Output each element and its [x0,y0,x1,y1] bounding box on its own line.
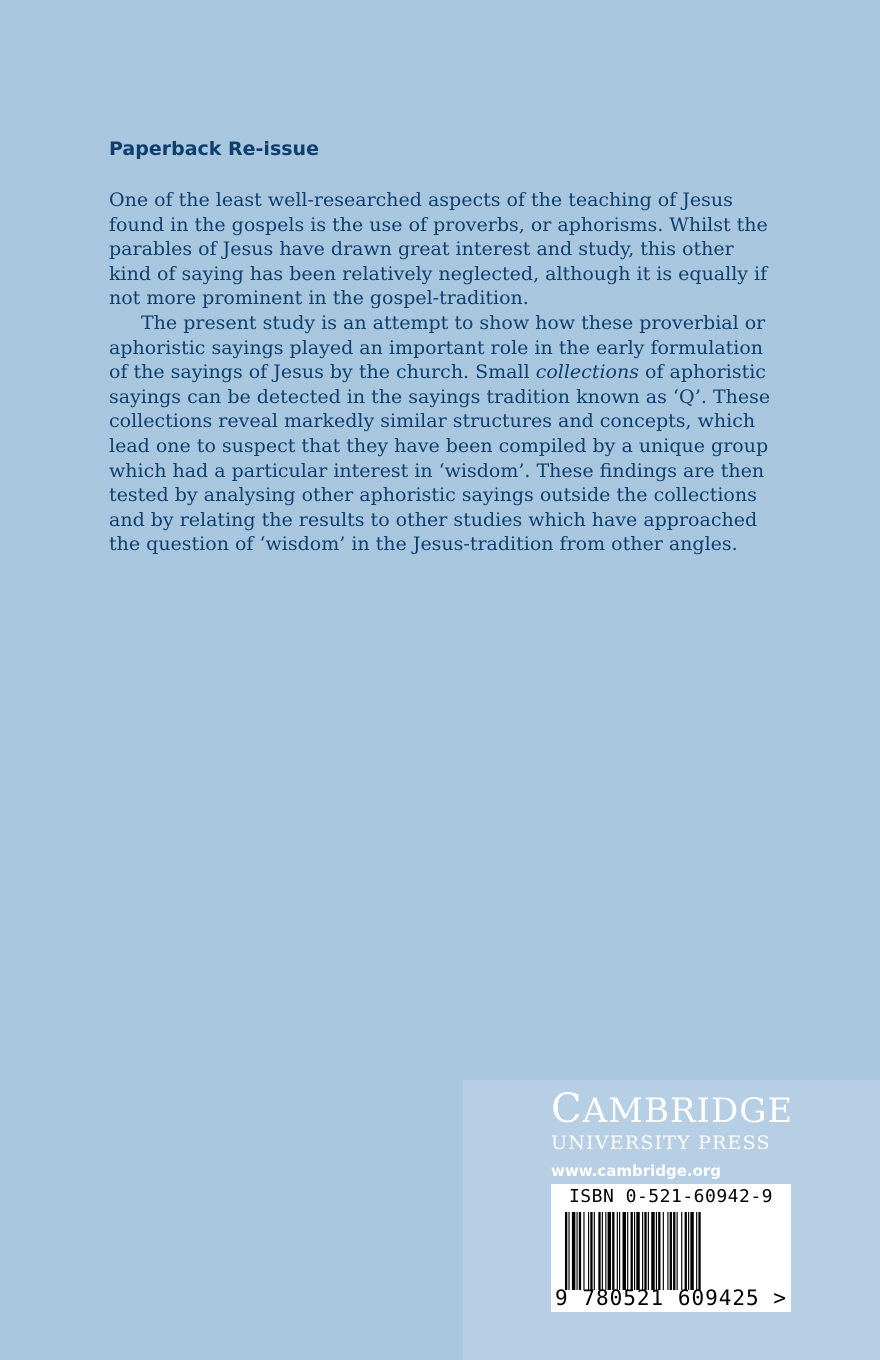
barcode-bar [619,1212,620,1290]
barcode-bar [590,1212,592,1290]
barcode-bar [623,1212,626,1290]
barcode-bar [681,1212,682,1290]
barcode-bar [627,1212,628,1290]
ean-number: 9 780521 609425 > [555,1286,787,1310]
barcode-bar [644,1212,646,1290]
barcode-bar [688,1212,689,1290]
publisher-name-rest: AMBRIDGE [582,1091,794,1131]
paragraph-2-start: The present study is an attempt to show how these proverbial or aphoristic sayings played an important role in the early formulation of the sayings of Jesus by the church. Small [109,311,766,384]
blurb [109,188,781,557]
barcode-bar [631,1212,633,1290]
publisher-subtitle: UNIVERSITY PRESS [551,1132,771,1154]
barcode-bar [642,1212,643,1290]
edition-heading: Paperback Re-issue [109,138,319,160]
barcode-bar [636,1212,639,1290]
back-cover-text [109,138,781,557]
barcode-bar [648,1212,649,1290]
barcode-bar [634,1212,635,1290]
publisher-name-initial: C [551,1086,583,1132]
barcode [551,1184,791,1312]
barcode-bar [577,1212,578,1290]
barcode-bar [656,1212,657,1290]
barcode-bar [667,1212,668,1290]
barcode-bar [677,1212,678,1290]
barcode-bar [594,1212,595,1290]
barcode-bar [690,1212,693,1290]
barcode-bar [612,1212,614,1290]
barcode-bar [608,1212,611,1290]
barcode-bar [568,1212,569,1290]
barcode-bar [565,1212,567,1290]
emphasized-word: collections [535,361,639,384]
publisher-url: www.cambridge.org [551,1162,722,1180]
barcode-bar [673,1212,675,1290]
barcode-bar [663,1212,664,1290]
publisher-panel [463,1080,880,1360]
paragraph-2-end: of aphoristic sayings can be detected in the sayings tradition known as ‘Q’. These collections reveal markedly similar structures and concepts, which lead one to suspect that they have been compiled by a unique group which had a particular interest in ‘wisdom’. These findings are then tested by analysing other aphoristic sayings outside the collections and by relating the results to other studies which have approached the question of ‘wisdom’ in the Jesus-tradition from other angles. [109,361,771,556]
barcode-bar [696,1212,697,1290]
barcode-bar [583,1212,584,1290]
barcode-bar [658,1212,660,1290]
barcode-bar [651,1212,654,1290]
barcode-bar [579,1212,581,1290]
barcode-bar [685,1212,687,1290]
barcode-bar [617,1212,618,1290]
barcode-bars [565,1212,777,1290]
barcode-bar [598,1212,600,1290]
barcode-bar [605,1212,606,1290]
isbn-number: ISBN 0-521-60942-9 [568,1186,774,1207]
barcode-bar [572,1212,575,1290]
barcode-bar [602,1212,603,1290]
publisher-logo [551,1086,794,1180]
blurb-paragraph-2 [109,311,781,557]
publisher-name [551,1086,794,1132]
barcode-bar [698,1212,700,1290]
barcode-bar [588,1212,589,1290]
blurb-paragraph-1: One of the least well-researched aspects of the teaching of Jesus found in the gospels is the use of proverbs, or aphorisms. Whilst the parables of Jesus have drawn great interest and study, this other kind of saying has been relatively neglected, although it is equally if not more prominent in the gospel-tradition. [109,189,768,310]
barcode-bar [670,1212,672,1290]
